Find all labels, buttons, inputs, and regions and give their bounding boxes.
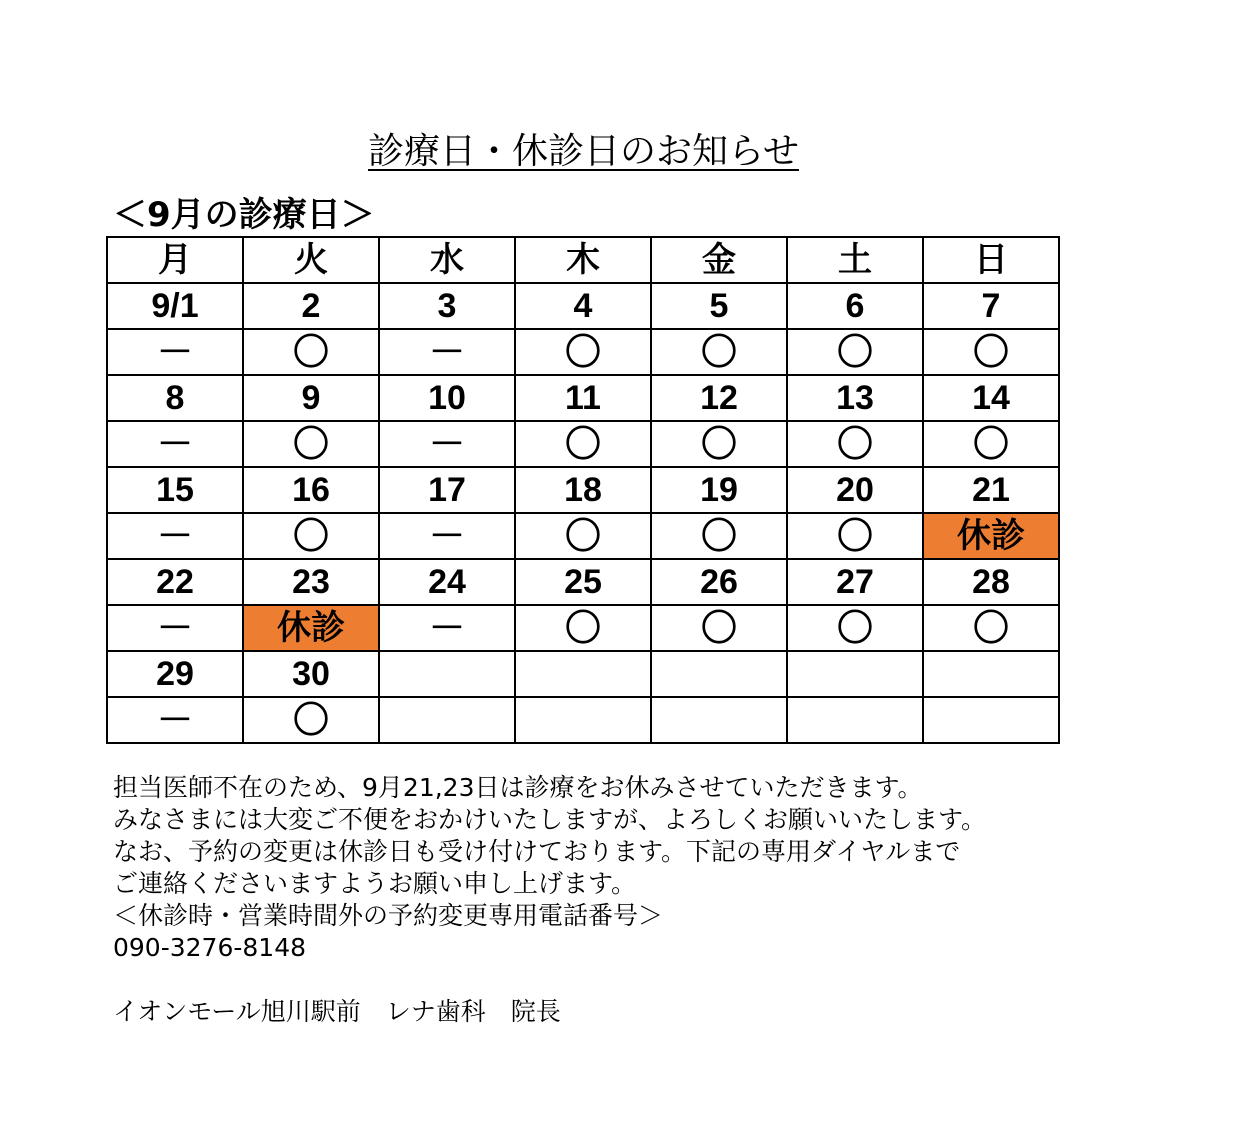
notice-line: ＜休診時・営業時間外の予約変更専用電話番号＞: [113, 901, 664, 930]
date-cell: 2: [243, 283, 379, 329]
date-row: [107, 375, 1059, 421]
status-cell: －: [107, 421, 243, 467]
date-cell: 13: [787, 375, 923, 421]
status-row: [107, 421, 1059, 467]
date-cell: [787, 651, 923, 697]
status-cell: －: [107, 605, 243, 651]
date-cell: [923, 651, 1059, 697]
status-cell: 〇: [651, 421, 787, 467]
weekday-header: 土: [787, 237, 923, 283]
status-cell: 〇: [515, 605, 651, 651]
status-cell: 〇: [923, 329, 1059, 375]
date-cell: 9/1: [107, 283, 243, 329]
status-row: [107, 605, 1059, 651]
status-cell: 〇: [243, 329, 379, 375]
status-cell: 〇: [787, 513, 923, 559]
date-cell: 8: [107, 375, 243, 421]
status-cell: 〇: [651, 513, 787, 559]
signature: イオンモール旭川駅前 レナ歯科 院長: [113, 997, 561, 1026]
status-cell: 〇: [787, 421, 923, 467]
notice-line: 担当医師不在のため、9月21,23日は診療をお休みさせていただきます。: [113, 773, 923, 802]
status-cell: －: [379, 605, 515, 651]
status-cell: 〇: [651, 605, 787, 651]
status-row: [107, 329, 1059, 375]
notice-line: ご連絡くださいますようお願い申し上げます。: [113, 869, 637, 898]
date-cell: 12: [651, 375, 787, 421]
weekday-header: 月: [107, 237, 243, 283]
date-cell: 19: [651, 467, 787, 513]
calendar-subtitle: ＜9月の診療日＞: [113, 195, 375, 235]
weekday-header: 木: [515, 237, 651, 283]
date-cell: [515, 651, 651, 697]
status-cell: －: [107, 329, 243, 375]
notice-line: みなさまには大変ご不便をおかけいたしますが、よろしくお願いいたします。: [113, 805, 987, 834]
date-cell: 22: [107, 559, 243, 605]
date-cell: 23: [243, 559, 379, 605]
calendar-table: [106, 236, 1060, 744]
date-cell: 21: [923, 467, 1059, 513]
status-cell: [923, 697, 1059, 743]
date-cell: 14: [923, 375, 1059, 421]
status-cell: [515, 697, 651, 743]
status-cell: 〇: [243, 421, 379, 467]
status-cell: 〇: [787, 605, 923, 651]
date-row: [107, 651, 1059, 697]
closed-day-cell: 休診: [923, 513, 1059, 559]
status-cell: [787, 697, 923, 743]
status-row: [107, 697, 1059, 743]
date-cell: 3: [379, 283, 515, 329]
date-cell: 28: [923, 559, 1059, 605]
notice-text: [113, 772, 986, 964]
date-cell: 5: [651, 283, 787, 329]
date-row: [107, 283, 1059, 329]
date-cell: 24: [379, 559, 515, 605]
date-row: [107, 559, 1059, 605]
weekday-header: 日: [923, 237, 1059, 283]
weekday-header: 火: [243, 237, 379, 283]
status-cell: 〇: [923, 421, 1059, 467]
date-cell: [651, 651, 787, 697]
status-cell: －: [379, 513, 515, 559]
status-cell: 〇: [787, 329, 923, 375]
weekday-header: 金: [651, 237, 787, 283]
notice-line: なお、予約の変更は休診日も受け付けております。下記の専用ダイヤルまで: [113, 837, 961, 866]
weekday-header: 水: [379, 237, 515, 283]
date-cell: 16: [243, 467, 379, 513]
date-row: [107, 467, 1059, 513]
status-cell: [651, 697, 787, 743]
status-cell: [379, 697, 515, 743]
closed-day-cell: 休診: [243, 605, 379, 651]
weekday-header-row: [107, 237, 1059, 283]
status-cell: 〇: [923, 605, 1059, 651]
date-cell: [379, 651, 515, 697]
date-cell: 10: [379, 375, 515, 421]
date-cell: 27: [787, 559, 923, 605]
date-cell: 11: [515, 375, 651, 421]
status-cell: 〇: [243, 513, 379, 559]
date-cell: 20: [787, 467, 923, 513]
status-cell: 〇: [515, 513, 651, 559]
date-cell: 9: [243, 375, 379, 421]
date-cell: 6: [787, 283, 923, 329]
status-cell: 〇: [515, 329, 651, 375]
date-cell: 17: [379, 467, 515, 513]
date-cell: 4: [515, 283, 651, 329]
date-cell: 30: [243, 651, 379, 697]
date-cell: 26: [651, 559, 787, 605]
status-cell: 〇: [515, 421, 651, 467]
status-row: [107, 513, 1059, 559]
phone-number: 090-3276-8148: [113, 933, 307, 962]
date-cell: 18: [515, 467, 651, 513]
date-cell: 29: [107, 651, 243, 697]
status-cell: 〇: [243, 697, 379, 743]
status-cell: －: [107, 697, 243, 743]
date-cell: 25: [515, 559, 651, 605]
status-cell: －: [379, 421, 515, 467]
date-cell: 7: [923, 283, 1059, 329]
status-cell: －: [379, 329, 515, 375]
page-title: 診療日・休診日のお知らせ: [368, 131, 799, 172]
status-cell: 〇: [651, 329, 787, 375]
date-cell: 15: [107, 467, 243, 513]
status-cell: －: [107, 513, 243, 559]
